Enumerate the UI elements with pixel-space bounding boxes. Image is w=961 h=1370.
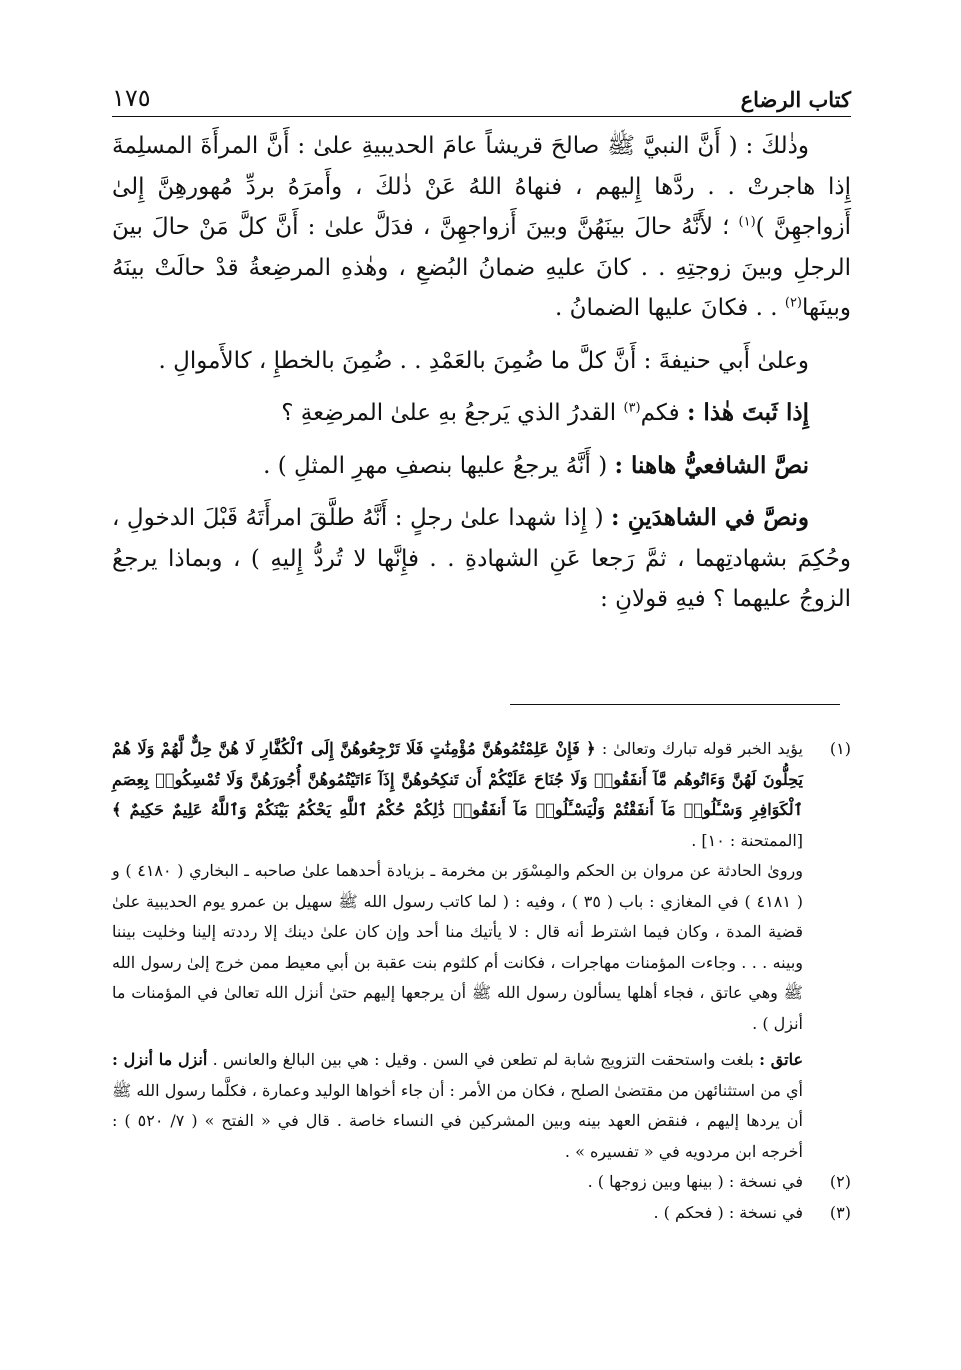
footnote-1-para-3: [112, 1045, 803, 1167]
paragraph-3: [112, 393, 851, 434]
footnote-3: [112, 1198, 851, 1229]
paragraph-3-lead: إِذا ثَبتَ هٰذا :: [686, 399, 809, 426]
paragraph-1-part-2: ؛ لأَنَّهُ حالَ بينَهُنَّ وبينَ أَزواجهِنَّ ، فدَلَّ علىٰ : أَنَّ كلَّ مَنْ حالَ بينَ الرجلِ وبينَ زوجتِهِ . . كانَ عليهِ ضمانُ البُضعِ ، وهٰذهِ المرضِعةُ قدْ حالَتْ بينَهُ وبينَها: [112, 214, 851, 321]
footnote-ref-1: (١): [738, 214, 756, 230]
footnote-text: [112, 734, 803, 1167]
footnote-text: في نسخة : ( بينها وبين زوجها ) .: [587, 1172, 803, 1191]
paragraph-4-text: ( أَنَّهُ يرجعُ عليها بنصفِ مهرِ المثلِ ) .: [263, 452, 615, 479]
gloss-text-2: أي من استثنائهن من مقتضىٰ الصلح ، فكان من الأمر : أن جاء أخواها الوليد وعمارة ، فكلَّما رسول الله ﷺ أن يردها إليهم ، فنقض العهد بينه وبين المشركين في النساء خاصة . قال في « الفتح » ( ٧/ ٥٢٠ ) : أخرجه ابن مردويه في « تفسيره » .: [112, 1080, 804, 1161]
main-text: [112, 126, 851, 620]
chapter-title: كتاب الرضاع: [740, 87, 851, 112]
paragraph-5: [112, 498, 851, 620]
gloss-term-2: أنزل ما أنزل :: [112, 1050, 208, 1069]
paragraph-3-part-2: القدرُ الذي يَرجعُ بهِ علىٰ المرضِعةِ ؟: [281, 400, 624, 426]
footnote-1-para-1: [112, 734, 803, 856]
footnote-number: (٣): [829, 1202, 851, 1222]
paragraph-2: وعلىٰ أَبي حنيفةَ : أَنَّ كلَّ ما ضُمِنَ بالعَمْدِ . . ضُمِنَ بالخطإِ ، كالأَموالِ .: [158, 347, 809, 374]
footnote-1: [112, 734, 851, 1167]
gloss-term-1: عاتق :: [759, 1050, 803, 1069]
paragraph-5-lead: ونصَّ في الشاهدَينِ :: [611, 504, 809, 531]
paragraph-1-part-1: وذٰلكَ : ( أَنَّ النبيَّ ﷺ صالحَ قريشاً عامَ الحديبيةِ علىٰ : أَنَّ المرأَةَ المسلِمةَ إِذا هاجرتْ . . ردَّها إِليهم ، فنهاهُ اللهُ عَنْ ذٰلكَ ، وأَمرَهُ بردِّ مُهورهِنَّ إِلىٰ أَزواجهِنَّ ): [112, 133, 852, 240]
paragraph-3-part-1: فكم: [640, 400, 687, 426]
footnote-number: (٢): [829, 1172, 851, 1191]
page-header: [112, 76, 851, 117]
footnote-1-intro: يؤيد الخبر قوله تبارك وتعالىٰ :: [601, 739, 804, 758]
paragraph-1-part-3: . . فكانَ عليها الضمانُ .: [555, 295, 785, 321]
footnote-divider: [510, 704, 840, 705]
footnote-1-para-2: وروىٰ الحادثة عن مروان بن الحكم والمِسْوَر بن مخرمة ـ بزيادة أحدهما علىٰ صاحبه ـ البخاري ( ٤١٨٠ ) و ( ٤١٨١ ) في المغازي : باب ( ٣٥ ) ، وفيه : ( لما كاتب رسول الله ﷺ سهيل بن عمرو يوم الحديبية علىٰ قضية المدة ، وكان فيما اشترط أنه قال : لا يأتيك منا أحد وإن كان علىٰ دينك إلا رددته إلينا وخليت بيننا وبينه . . . وجاءت المؤمنات مهاجرات ، فكانت أم كلثوم بنت عقبة بن أبي معيط ممن خرج إلىٰ رسول الله ﷺ وهي عاتق ، فجاء أهلها يسألون رسول الله ﷺ أن يرجعها إليهم حتىٰ أنزل الله تعالىٰ في المؤمنات ما أنزل ) .: [112, 861, 804, 1033]
paragraph-4-lead: نصَّ الشافعيُّ هاهنا :: [614, 451, 809, 479]
paragraph-4: [112, 446, 851, 487]
verse-source: [الممتحنة : ١٠] .: [691, 830, 803, 850]
footnote-ref-2: (٢): [784, 295, 802, 311]
footnotes: [112, 734, 851, 1228]
quran-verse: ﴿ فَإِنْ عَلِمْتُمُوهُنَّ مُؤْمِنَٰتٍ فَلَا تَرْجِعُوهُنَّ إِلَى ٱلْكُفَّارِ لَا هُنَّ حِلٌّ لَّهُمْ وَلَا هُمْ يَحِلُّونَ لَهُنَّ وَءَاتُوهُم مَّآ أَنفَقُوا۟ وَلَا جُنَاحَ عَلَيْكُمْ أَن تَنكِحُوهُنَّ إِذَآ ءَاتَيْتُمُوهُنَّ أُجُورَهُنَّ وَلَا تُمْسِكُوا۟ بِعِصَمِ ٱلْكَوَافِرِ وَسْـَٔلُوا۟ مَآ أَنفَقْتُمْ وَلْيَسْـَٔلُوا۟ مَآ أَنفَقُوا۟ ذَٰلِكُمْ حُكْمُ ٱللَّهِ يَحْكُمُ بَيْنَكُمْ وَٱللَّهُ عَلِيمٌ حَكِيمٌ ﴾: [112, 739, 803, 819]
footnote-text: في نسخة : ( فحكم ) .: [653, 1202, 803, 1222]
footnote-ref-3: (٣): [623, 400, 641, 416]
page-number: ١٧٥: [112, 84, 151, 112]
paragraph-5-text: ( إِذا شهدا علىٰ رجلٍ : أَنَّهُ طلَّقَ امرأَتَهُ قَبْلَ الدخولِ ، وحُكِمَ بشهادتِهما ، ثمَّ رَجعا عَنِ الشهادةِ . . فإِنَّها لا تُردُّ إِليهِ ) ، وبماذا يرجعُ الزوجُ عليهما ؟ فيهِ قولانِ :: [112, 505, 851, 612]
gloss-text-1: بلغت واستحقت التزويج شابة لم تطعن في السن . وقيل : هي بين البالغ والعانس .: [207, 1050, 760, 1069]
footnote-2: [112, 1167, 851, 1198]
paragraph-1: [112, 126, 851, 329]
footnote-number: (١): [829, 739, 851, 758]
